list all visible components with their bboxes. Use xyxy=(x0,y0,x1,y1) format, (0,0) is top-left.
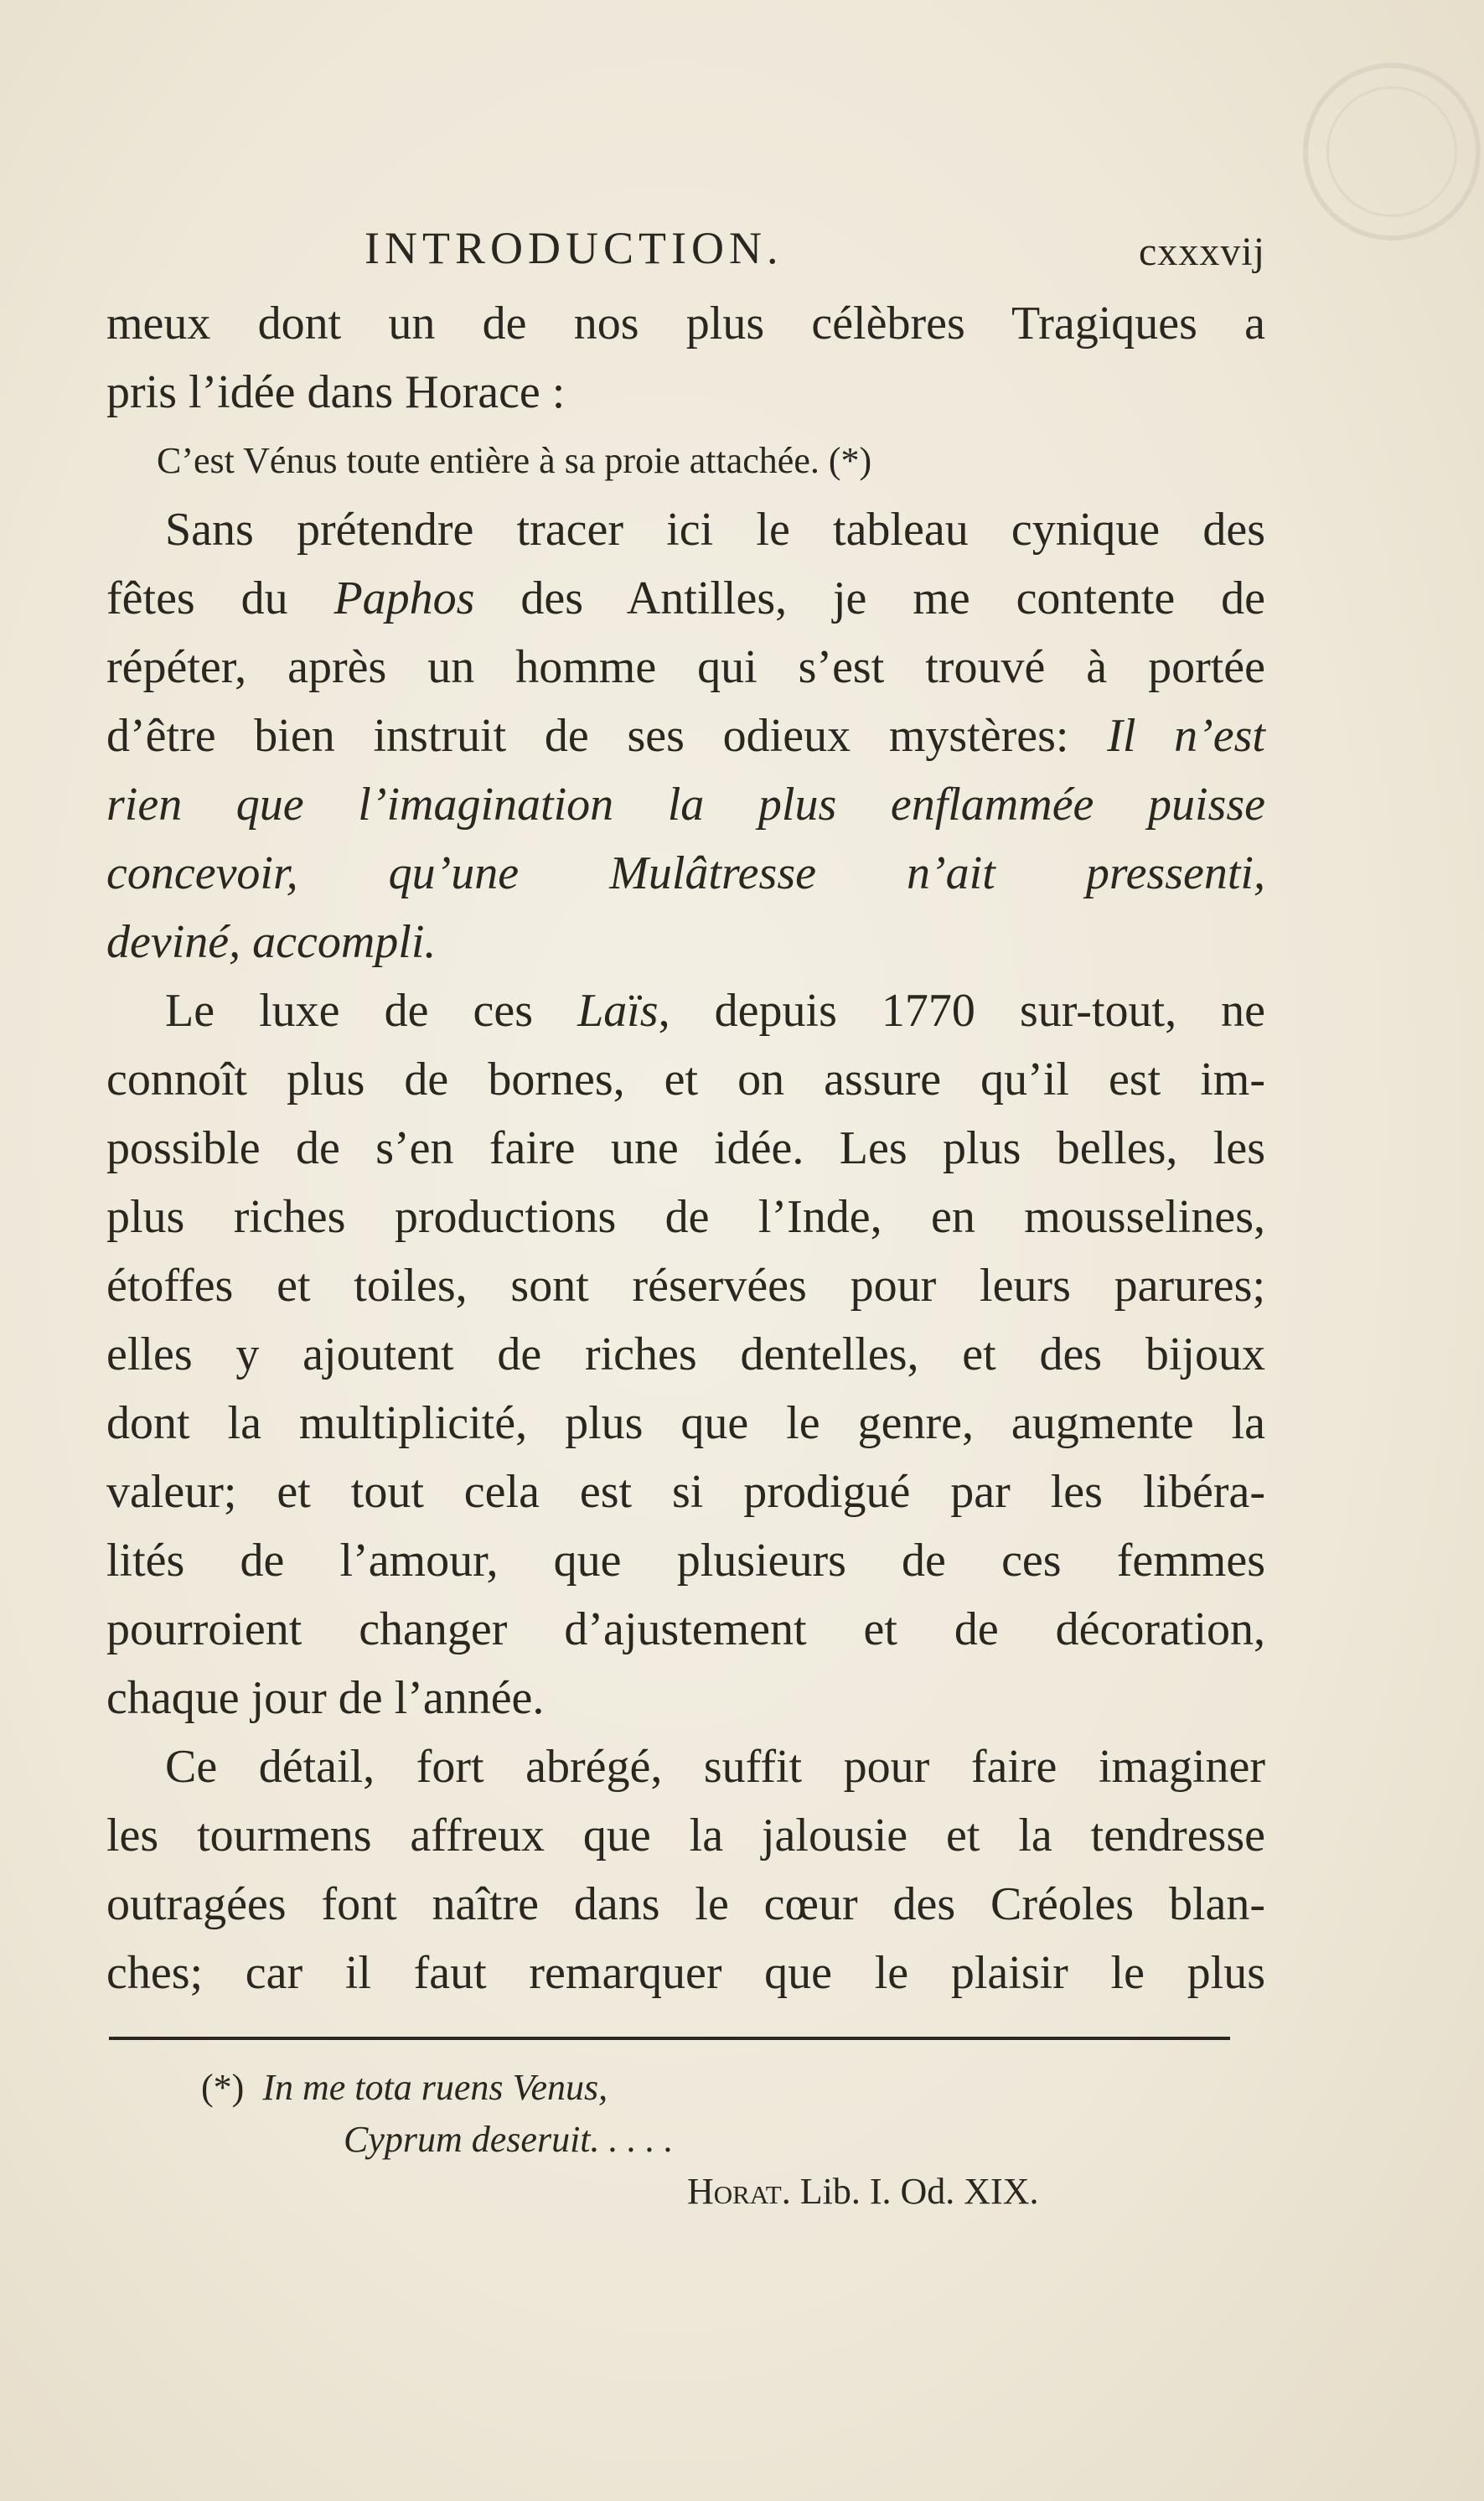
text-line: connoît plus de bornes, et on assure qu’il est im- xyxy=(106,1054,1265,1106)
text-line: pris l’idée dans Horace : xyxy=(106,366,566,418)
page-header xyxy=(365,222,1265,272)
text-line: elles y ajoutent de riches dentelles, et des bijoux xyxy=(106,1328,1265,1380)
citation-author: Horat. xyxy=(687,2171,791,2212)
italic-line: concevoir, qu’une Mulâtresse n’ait pressenti, xyxy=(106,847,1265,899)
text-fragment: des Antilles, je me contente de xyxy=(474,572,1265,624)
footnote-marker: (*) xyxy=(201,2067,245,2108)
quoted-verse: C’est Vénus toute entière à sa proie attachée. (*) xyxy=(157,440,872,481)
footnote xyxy=(201,2062,1240,2218)
footnote-verse: In me tota ruens Venus, xyxy=(262,2067,608,2108)
text-line: les tourmens affreux que la jalousie et la tendresse xyxy=(106,1810,1265,1862)
text-line: Sans prétendre tracer ici le tableau cynique des xyxy=(165,504,1265,556)
footnote-line xyxy=(201,2062,1240,2114)
text-line: étoffes et toiles, sont réservées pour leurs parures; xyxy=(106,1260,1265,1312)
text-line: lités de l’amour, que plusieurs de ces femmes xyxy=(106,1535,1265,1587)
page-number: cxxxvij xyxy=(1139,230,1265,274)
italic-fragment: Il n’est xyxy=(1107,710,1265,762)
text-fragment: Le luxe de ces xyxy=(165,985,578,1037)
citation-reference: Lib. I. Od. XIX. xyxy=(799,2171,1039,2212)
text-line: Ce détail, fort abrégé, suffit pour faire imaginer xyxy=(165,1741,1265,1793)
text-line: meux dont un de nos plus célèbres Tragiques a xyxy=(106,298,1265,350)
library-stamp xyxy=(1303,63,1481,241)
footnote-citation xyxy=(201,2166,1240,2218)
text-line xyxy=(106,564,1265,633)
footnote-verse: Cyprum deseruit. . . . . xyxy=(344,2119,674,2160)
text-fragment: d’être bien instruit de ses odieux mystères: xyxy=(106,710,1108,762)
body-text xyxy=(106,289,1265,2007)
text-fragment: , depuis 1770 sur-tout, ne xyxy=(658,985,1265,1037)
italic-fragment: Paphos xyxy=(334,572,475,624)
italic-fragment: Laïs xyxy=(577,985,659,1037)
running-title: INTRODUCTION. xyxy=(365,223,783,273)
text-line: répéter, après un homme qui s’est trouvé à portée xyxy=(106,641,1265,693)
italic-line: rien que l’imagination la plus enflammée puisse xyxy=(106,779,1265,831)
text-line: outragées font naître dans le cœur des Créoles blan- xyxy=(106,1878,1265,1930)
text-line xyxy=(106,976,1265,1045)
text-line: pourroient changer d’ajustement et de décoration, xyxy=(106,1603,1265,1655)
italic-line: deviné, accompli. xyxy=(106,916,437,968)
text-line: plus riches productions de l’Inde, en mousselines, xyxy=(106,1191,1265,1243)
text-line: dont la multiplicité, plus que le genre, augmente la xyxy=(106,1397,1265,1449)
text-line: chaque jour de l’année. xyxy=(106,1672,545,1724)
text-line: valeur; et tout cela est si prodigué par les libéra- xyxy=(106,1466,1265,1518)
text-line: possible de s’en faire une idée. Les plus belles, les xyxy=(106,1122,1265,1174)
footnote-rule xyxy=(109,2037,1230,2040)
text-fragment: fêtes du xyxy=(106,572,334,624)
text-line xyxy=(106,702,1265,770)
text-line: ches; car il faut remarquer que le plaisir le plus xyxy=(106,1947,1265,1999)
